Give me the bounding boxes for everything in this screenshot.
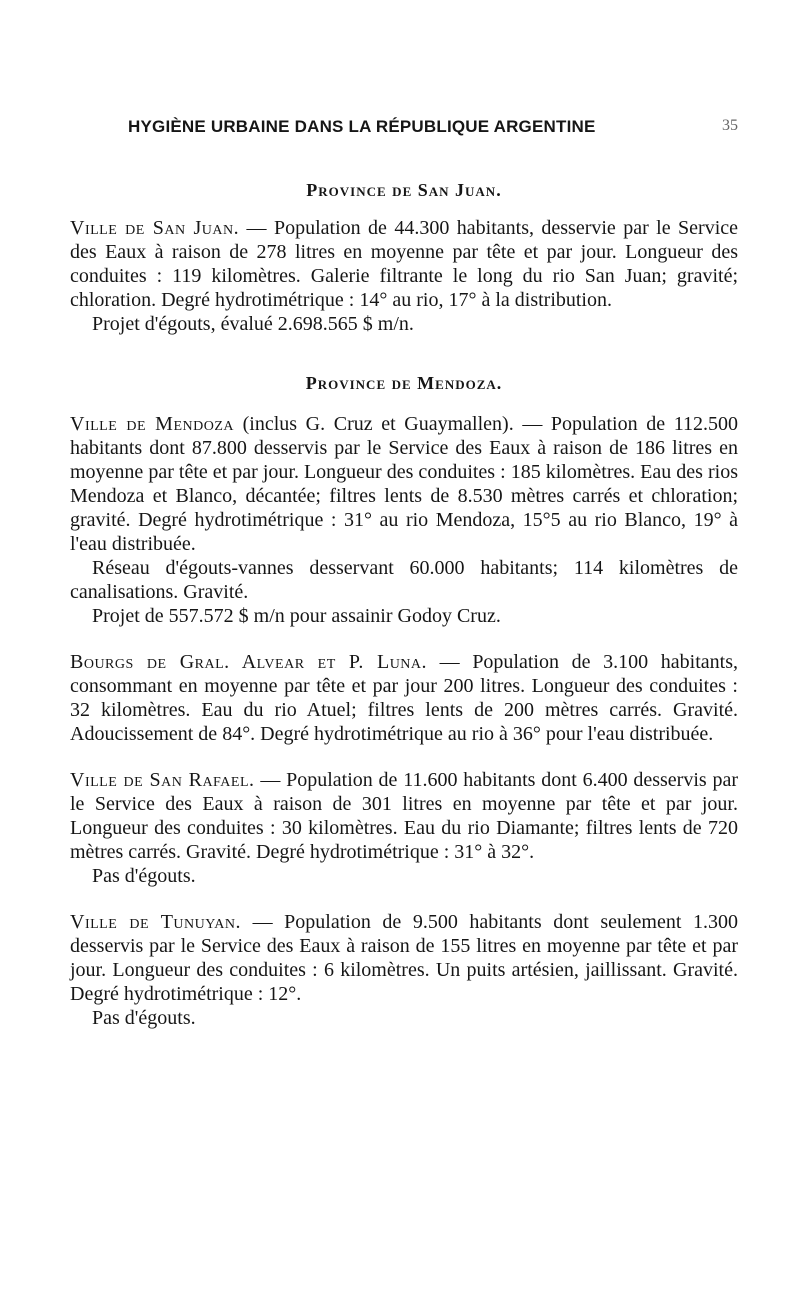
- paragraph-ville-tunuyan: [70, 910, 738, 1006]
- paragraph-pas-egouts: Pas d'égouts.: [92, 1007, 196, 1029]
- paragraph-text: (inclus G. Cruz et Guaymallen). — Population de 112.500 habitants dont 87.800 desservis par le Service des Eaux à raison de 186 litres en moyenne par tête et par jour. Longueur des conduites : 185 kilomètres. Eau des rios Mendoza et Blanco, décantée; filtres lents de 8.530 mètres carrés et chloration; gravité. Degré hydrotimétrique : 31° au rio Mendoza, 15°5 au rio Blanco, 19° à l'eau distribuée.: [70, 413, 738, 555]
- running-title: HYGIÈNE URBAINE DANS LA RÉPUBLIQUE ARGENTINE: [128, 117, 596, 136]
- paragraph-ville-san-rafael: [70, 768, 738, 864]
- town-name: Ville de San Juan.: [70, 217, 240, 239]
- province-title-san-juan: Province de San Juan.: [306, 180, 502, 200]
- paragraph-text: — Population de 3.100 habitants, consommant en moyenne par tête et par jour 200 litres. Longueur des conduites : 32 kilomètres. Eau du rio Atuel; filtres lents de 200 mètres carrés. Gravité. Adoucissement de 84°. Degré hydrotimétrique au rio à 36° pour l'eau distribuée.: [70, 651, 738, 745]
- paragraph-text: — Population de 44.300 habitants, desservie par le Service des Eaux à raison de 278 litres en moyenne par tête et par jour. Longueur des conduites : 119 kilomètres. Galerie filtrante le long du rio San Juan; gravité; chloration. Degré hydrotimétrique : 14° au rio, 17° à la distribution.: [70, 217, 739, 311]
- running-header: [70, 117, 738, 147]
- page-number: 35: [722, 117, 738, 134]
- paragraph-projet-godoy-cruz: Projet de 557.572 $ m/n pour assainir Godoy Cruz.: [92, 605, 501, 627]
- document-page: [70, 117, 738, 1030]
- paragraph-text: — Population de 9.500 habitants dont seulement 1.300 desservis par le Service des Eaux à raison de 155 litres en moyenne par tête et par jour. Longueur des conduites : 6 kilomètres. Un puits artésien, jaillissant. Gravité. Degré hydrotimétrique : 12°.: [70, 911, 738, 1005]
- town-name: Ville de Mendoza: [70, 413, 234, 435]
- paragraph-projet-egouts: Projet d'égouts, évalué 2.698.565 $ m/n.: [92, 313, 414, 335]
- town-name: Bourgs de Gral. Alvear et P. Luna.: [70, 651, 428, 673]
- paragraph-ville-mendoza: [70, 412, 738, 556]
- paragraph-ville-san-juan: [70, 216, 738, 312]
- town-name: Ville de Tunuyan.: [70, 911, 242, 933]
- paragraph-reseau-egouts: Réseau d'égouts-vannes desservant 60.000 habitants; 114 kilomètres de canalisations. Gravité.: [70, 557, 738, 603]
- paragraph-pas-egouts: Pas d'égouts.: [92, 865, 196, 887]
- province-title-mendoza: Province de Mendoza.: [305, 373, 503, 393]
- paragraph-bourgs-alvear: [70, 650, 738, 746]
- paragraph-text: — Population de 11.600 habitants dont 6.400 desservis par le Service des Eaux à raison de 301 litres en moyenne par tête et par jour. Longueur des conduites : 30 kilomètres. Eau du rio Diamante; filtres lents de 720 mètres carrés. Gravité. Degré hydrotimétrique : 31° à 32°.: [70, 769, 738, 863]
- town-name: Ville de San Rafael.: [70, 769, 255, 791]
